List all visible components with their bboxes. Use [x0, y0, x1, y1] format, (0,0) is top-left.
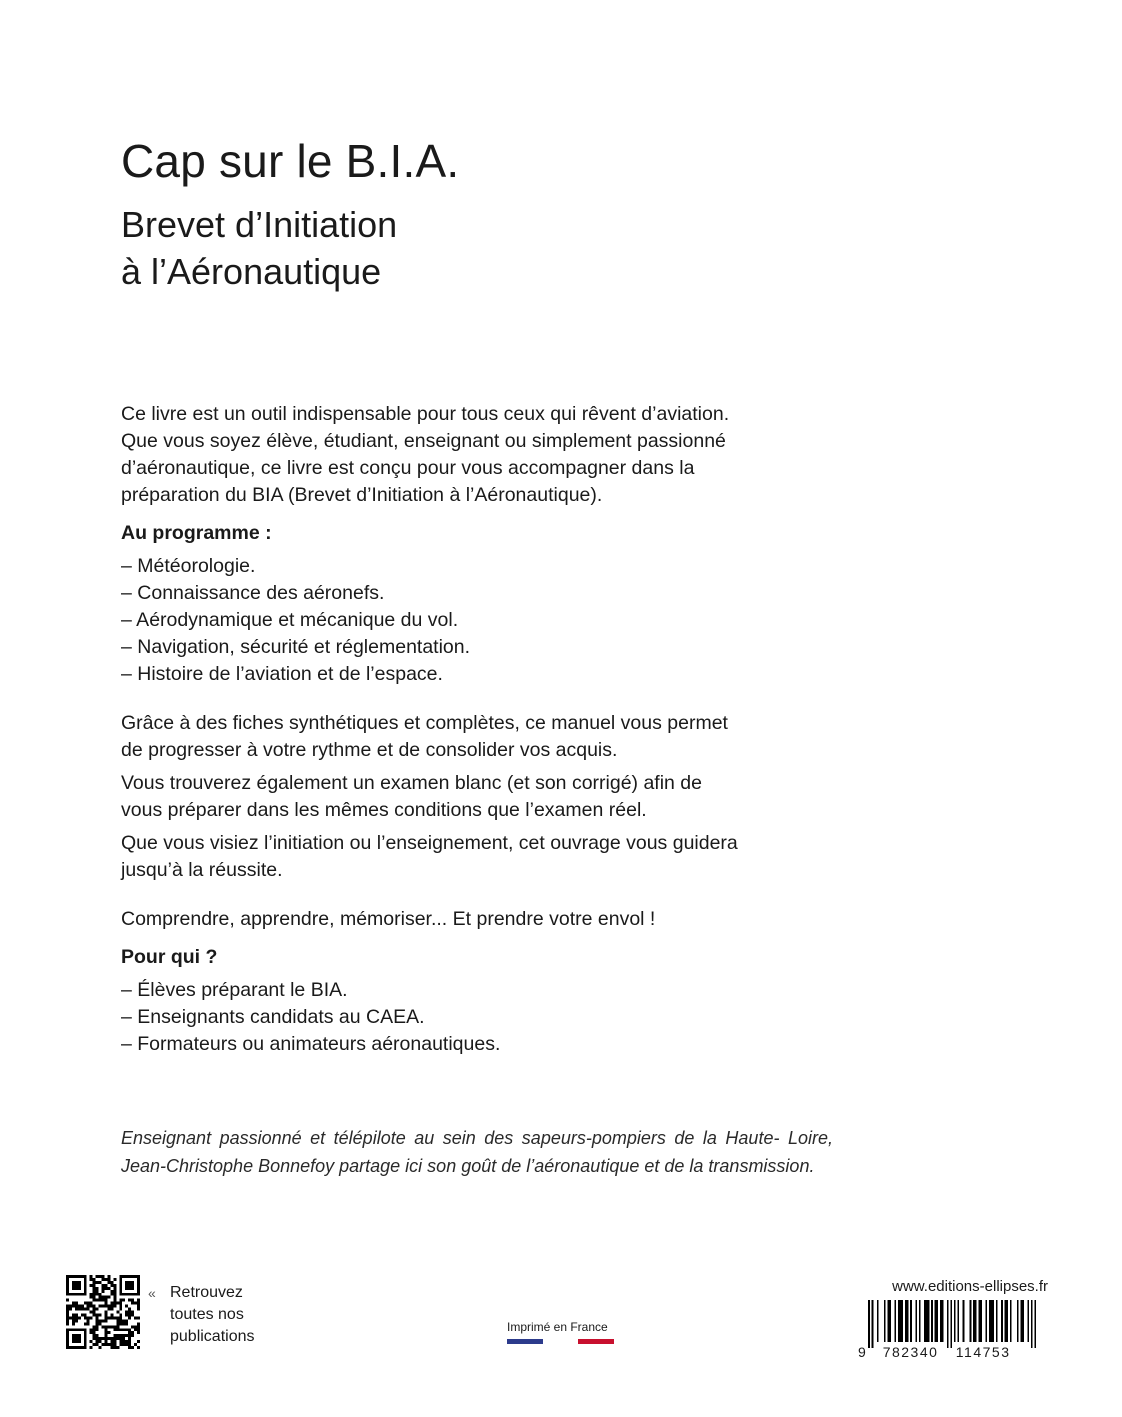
flag-stripe-white: [543, 1339, 578, 1344]
description-line: Que vous visiez l’initiation ou l’enseignement, cet ouvrage vous guidera: [121, 832, 738, 854]
publisher-website[interactable]: www.editions-ellipses.fr: [892, 1278, 1048, 1295]
qr-caption-line: toutes nos: [170, 1306, 244, 1323]
intro-line: préparation du BIA (Brevet d’Initiation à l’Aéronautique).: [121, 484, 603, 506]
isbn-digit-group: 782340: [882, 1344, 939, 1360]
programme-item: – Aérodynamique et mécanique du vol.: [121, 609, 459, 631]
author-bio-line: Enseignant passionné et télépilote au sein des sapeurs-pompiers de la Haute-: [121, 1128, 780, 1148]
qr-caption-line: Retrouvez: [170, 1284, 243, 1301]
programme-item: – Météorologie.: [121, 555, 256, 577]
programme-item: – Histoire de l’aviation et de l’espace.: [121, 663, 443, 685]
isbn-digit-group: 114753: [955, 1344, 1011, 1360]
intro-line: Que vous soyez élève, étudiant, enseignant ou simplement passionné: [121, 430, 726, 452]
audience-heading: Pour qui ?: [121, 946, 218, 968]
programme-item: – Navigation, sécurité et réglementation.: [121, 636, 471, 658]
description-line: Vous trouverez également un examen blanc (et son corrigé) afin de: [121, 772, 703, 794]
tagline: Comprendre, apprendre, mémoriser... Et prendre votre envol !: [121, 908, 656, 930]
subtitle-line: à l’Aéronautique: [121, 251, 382, 292]
book-title: Cap sur le B.I.A.: [121, 135, 460, 187]
book-subtitle: [121, 201, 397, 295]
qr-caption: [148, 1282, 255, 1348]
description-line: jusqu’à la réussite.: [121, 859, 283, 881]
programme-heading: Au programme :: [121, 522, 272, 544]
author-bio-line: Loire, Jean-Christophe Bonnefoy partage ici son goût de l’aéronautique et: [121, 1128, 833, 1176]
audience-item: – Élèves préparant le BIA.: [121, 979, 348, 1001]
intro-paragraph: [121, 401, 841, 509]
flag-stripe-blue: [507, 1339, 543, 1344]
programme-item: – Connaissance des aéronefs.: [121, 582, 385, 604]
intro-line: Ce livre est un outil indispensable pour tous ceux qui rêvent d’aviation.: [121, 403, 730, 425]
description-line: de progresser à votre rythme et de consolider vos acquis.: [121, 739, 618, 761]
audience-item: – Formateurs ou animateurs aéronautiques.: [121, 1033, 501, 1055]
description-paragraph: [121, 830, 841, 884]
intro-line: d’aéronautique, ce livre est conçu pour vous accompagner dans la: [121, 457, 695, 479]
qr-code[interactable]: [66, 1275, 140, 1349]
description-paragraph: [121, 770, 841, 824]
audience-item: – Enseignants candidats au CAEA.: [121, 1006, 425, 1028]
subtitle-line: Brevet d’Initiation: [121, 204, 398, 245]
description-line: Grâce à des fiches synthétiques et complètes, ce manuel vous permet: [121, 712, 728, 734]
programme-list: [121, 553, 841, 688]
author-bio: [121, 1124, 833, 1180]
isbn-number: [858, 1344, 1048, 1360]
chevron-left-icon: «: [148, 1285, 156, 1301]
description-line: vous préparer dans les mêmes conditions que l’examen réel.: [121, 799, 647, 821]
author-bio-line: de la transmission.: [664, 1156, 815, 1176]
description-paragraph: [121, 710, 841, 764]
isbn-digit-group: 9: [858, 1344, 868, 1360]
back-cover-text: [121, 401, 841, 1058]
french-flag-icon: [507, 1339, 614, 1344]
printed-in-france: Imprimé en France: [507, 1320, 608, 1334]
flag-stripe-red: [578, 1339, 614, 1344]
isbn-barcode: [868, 1300, 1046, 1348]
audience-list: [121, 977, 841, 1058]
qr-caption-line: publications: [170, 1328, 255, 1345]
